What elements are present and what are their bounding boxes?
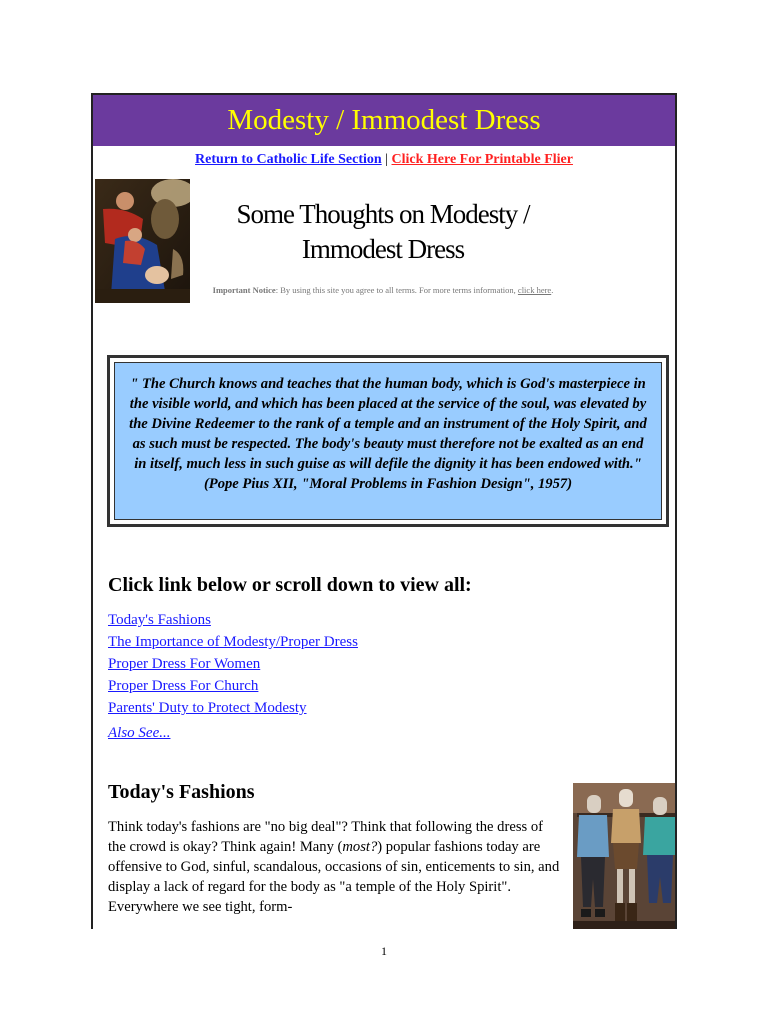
page-number: 1 bbox=[381, 944, 387, 958]
toc-item bbox=[108, 697, 358, 719]
top-links bbox=[93, 152, 675, 168]
return-catholic-life-link[interactable]: Return to Catholic Life Section bbox=[195, 152, 382, 167]
pope-quote: " The Church knows and teaches that the human body, which is God's masterpiece in the visible world, and which has been placed at the service of the soul, was elevated by the Divine Redeemer to the rank of a temple and an instrument of the Holy Spirit, and as such must be respected. The body's beauty must therefore not be exalted as an end in itself, much less in such guise as will defile the dignity it has been endowed with." (Pope Pius XII, "Moral Problems in Fashion Design", 1957) bbox=[114, 362, 662, 520]
quote-box bbox=[107, 355, 669, 527]
toc-link-proper-dress-church[interactable]: Proper Dress For Church bbox=[108, 678, 259, 694]
main-heading-line2: Immodest Dress bbox=[301, 234, 465, 264]
main-heading-line1: Some Thoughts on Modesty / bbox=[236, 199, 530, 229]
toc-list bbox=[108, 609, 358, 719]
notice-end: . bbox=[551, 285, 554, 295]
toc-item bbox=[108, 631, 358, 653]
terms-link[interactable]: click here bbox=[517, 285, 552, 295]
also-see-link[interactable]: Also See... bbox=[108, 725, 171, 741]
section-heading-todays-fashions: Today's Fashions bbox=[108, 781, 255, 803]
body-text-part2: ) popular fashions today are offensive to God, sinful, scandalous, occasions of sin, enticements to sin, and display a lack of regard for the body as "a temple of the Holy Spirit". Everywhere we see tight, form- bbox=[108, 839, 560, 915]
body-text-part1: Think today's fashions are "no big deal"? Think that following the dress of the crowd is okay? Think again! Many ( bbox=[108, 819, 543, 855]
printable-flier-link[interactable]: Click Here For Printable Flier bbox=[391, 152, 573, 167]
page-title: Modesty / Immodest Dress bbox=[227, 104, 541, 136]
section-body bbox=[108, 817, 563, 917]
notice-text: : By using this site you agree to all terms. For more terms information, bbox=[275, 285, 518, 295]
toc-item bbox=[108, 609, 358, 631]
title-banner bbox=[93, 95, 675, 146]
toc-link-todays-fashions[interactable]: Today's Fashions bbox=[108, 612, 211, 628]
toc-link-proper-dress-women[interactable]: Proper Dress For Women bbox=[108, 656, 261, 672]
toc-link-importance-modesty[interactable]: The Importance of Modesty/Proper Dress bbox=[108, 634, 358, 650]
toc-heading: Click link below or scroll down to view all: bbox=[108, 574, 472, 596]
important-notice bbox=[153, 285, 613, 295]
toc-item bbox=[108, 653, 358, 675]
body-text-emphasis: most? bbox=[342, 839, 378, 855]
main-heading bbox=[208, 197, 558, 267]
toc-link-parents-duty[interactable]: Parents' Duty to Protect Modesty bbox=[108, 700, 307, 716]
notice-label: Important Notice bbox=[212, 285, 276, 295]
link-separator: | bbox=[385, 152, 389, 167]
fashion-mannequins-photo bbox=[573, 783, 677, 929]
document-frame bbox=[91, 93, 677, 929]
toc-item bbox=[108, 675, 358, 697]
